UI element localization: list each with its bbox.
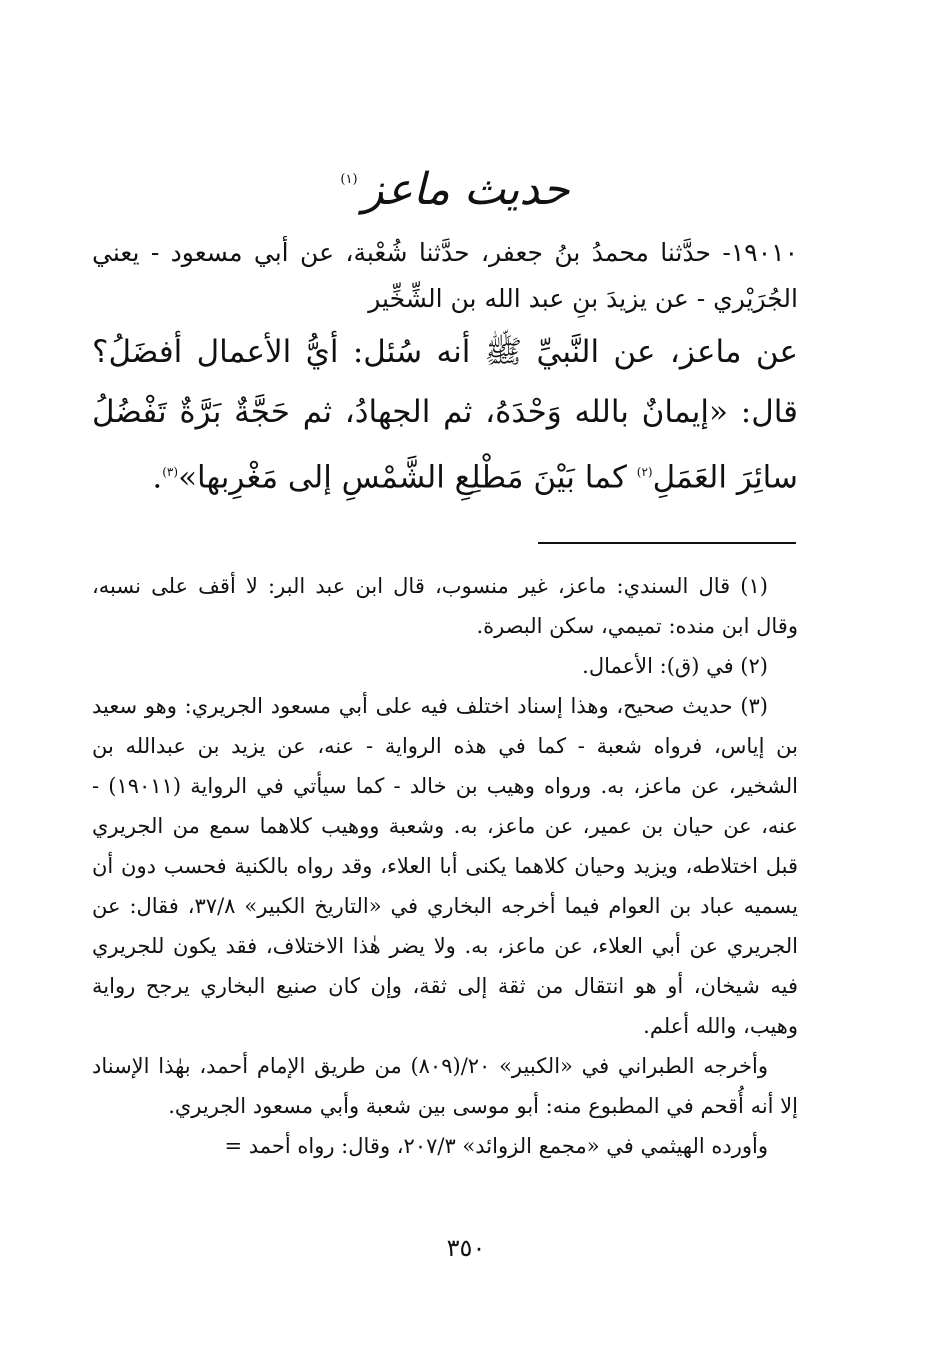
page-number: ٣٥٠ [446, 1234, 486, 1262]
hadith-text-end: كما بَيْنَ مَطْلِعِ الشَّمْسِ إلى مَغْرِبها» [178, 459, 637, 496]
title-footnote-marker: (١) [340, 172, 358, 187]
footnote-1: (١) قال السندي: ماعز، غير منسوب، قال ابن عبد البر: لا أقف على نسبه، وقال ابن منده: تميمي، سكن البصرة. [92, 574, 798, 638]
hadith-text-period: . [152, 459, 163, 496]
footnote-marker-2: (٢) [636, 465, 653, 479]
footnote-3: (٣) حديث صحيح، وهذا إسناد اختلف فيه على أبي مسعود الجريري: وهو سعيد بن إياس، فرواه شعبة - كما في هذه الرواية - عنه، عن يزيد بن عبدالله بن الشخير، عن ماعز، به. ورواه وهيب بن خالد - كما سيأتي في الرواية (١٩٠١١) - عنه، عن حيان بن عمير، عن ماعز، به. وشعبة ووهيب كلاهما سمع من الجريري قبل اختلاطه، ويزيد وحيان كلاهما يكنى أبا العلاء، وقد رواه بالكنية فحسب دون أن يسميه عباد بن العوام فيما أخرجه البخاري في «التاريخ الكبير» ٨/‏٣٧، فقال: عن الجريري عن أبي العلاء، عن ماعز، به. ولا يضر هٰذا الاختلاف، فقد يكون للجريري فيه شيخان، أو هو انتقال من ثقة إلى ثقة، وإن كان صنيع البخاري يرجح رواية وهيب، والله أعلم. [92, 694, 798, 1038]
hadith-text-main: عن ماعز، عن النَّبيِّ ﷺ أنه سُئل: أيُّ الأعمال أفضَلُ؟ قال: «إيمانٌ بالله وَحْدَهُ، ثم الجهادُ، ثم حَجَّةٌ بَرَّةٌ تَفْضُلُ سائِرَ العَمَلِ [92, 334, 798, 496]
footnote-separator [538, 542, 796, 544]
footnote-marker-3: (٣) [162, 465, 179, 479]
footnote-2: (٢) في (ق): الأعمال. [582, 654, 768, 678]
footnote-3-continued: وأخرجه الطبراني في «الكبير» ٢٠/‏(٨٠٩) من طريق الإمام أحمد، بهٰذا الإسناد إلا أنه أُقحم في المطبوع منه: أبو موسى بين شعبة وأبي مسعود الجريري. [92, 1054, 798, 1118]
page-title-text: حديث ماعز [362, 164, 570, 215]
footnotes [92, 566, 798, 1166]
page-title [340, 150, 570, 220]
hadith-text [92, 322, 798, 507]
hadith-isnad: ١٩٠١٠- حدَّثنا محمدُ بنُ جعفر، حدَّثنا شُعْبة، عن أبي مسعود - يعني الجُرَيْري - عن يزيدَ بنِ عبد الله بن الشِّخِّير [92, 238, 798, 313]
footnote-3-continued-2: وأورده الهيثمي في «مجمع الزوائد» ٣/‏٢٠٧، وقال: رواه أحمد = [224, 1134, 768, 1158]
title-block [0, 150, 932, 220]
